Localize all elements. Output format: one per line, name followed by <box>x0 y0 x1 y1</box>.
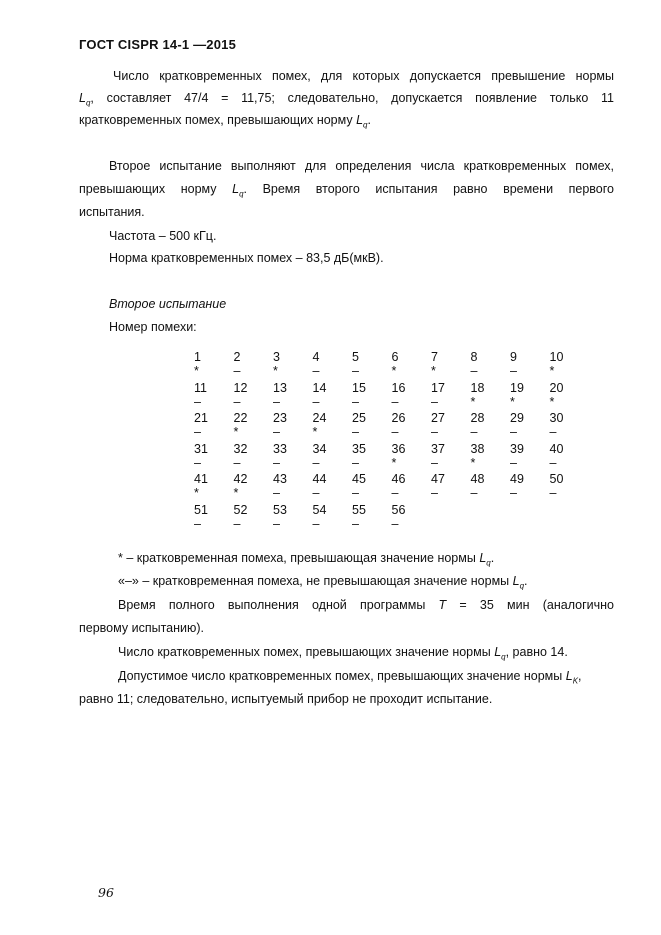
interference-number: 53 <box>273 502 287 517</box>
interference-mark: * <box>549 364 555 378</box>
allowed-line1: Допустимое число кратковременных помех, превышающих значение нормы $L_K$, <box>118 669 582 686</box>
interference-mark: – <box>510 425 517 439</box>
interference-mark: – <box>273 425 280 439</box>
frequency-line: Частота – 500 кГц. <box>109 229 217 243</box>
legend-dash: «–» – кратковременная помеха, не превышающая значение нормы $L_q$. <box>118 574 528 591</box>
interference-mark: – <box>352 425 359 439</box>
para2-line3: испытания. <box>79 205 145 219</box>
interference-mark: – <box>312 516 320 531</box>
interference-cell <box>510 442 540 470</box>
interference-cell <box>313 472 343 500</box>
test-title: Второе испытание <box>109 297 227 311</box>
interference-cell <box>273 411 303 439</box>
interference-mark: – <box>233 364 241 378</box>
interference-mark: – <box>352 364 359 378</box>
para2-line1: Второе испытание выполняют для определения числа кратковременных помех, <box>109 159 614 173</box>
interference-number: 36 <box>391 441 406 456</box>
interference-cell <box>392 503 422 531</box>
interference-mark: – <box>431 455 438 470</box>
interference-cell <box>352 381 382 409</box>
interference-cell <box>194 411 224 439</box>
interference-number: 2 <box>233 350 241 364</box>
interference-number: 13 <box>273 380 287 395</box>
interference-cell <box>550 442 580 470</box>
interference-number: 52 <box>233 502 248 517</box>
allowed-line2: равно 11; следовательно, испытуемый прибор не проходит испытание. <box>79 692 493 706</box>
interference-mark: – <box>233 455 241 470</box>
interference-cell <box>273 472 303 500</box>
interference-cell <box>234 350 264 378</box>
interference-cell <box>392 411 422 439</box>
interference-mark: – <box>312 486 320 500</box>
para1-line3: кратковременных помех, превышающих норму $L_q$. <box>79 113 371 130</box>
interference-number: 46 <box>391 472 406 486</box>
interference-number: 35 <box>352 441 366 456</box>
interference-number: 41 <box>194 472 208 486</box>
interference-number: 30 <box>549 411 564 425</box>
interference-mark: * <box>549 394 555 409</box>
legend-star: * – кратковременная помеха, превышающая значение нормы $L_q$. <box>118 551 495 568</box>
interference-cell <box>194 472 224 500</box>
interference-number: 42 <box>233 472 248 486</box>
interference-cell <box>392 381 422 409</box>
interference-cell <box>471 442 501 470</box>
interference-mark: * <box>391 364 397 378</box>
interference-cell <box>194 350 224 378</box>
interference-cell <box>313 503 343 531</box>
interference-label: Номер помехи: <box>109 320 197 334</box>
interference-cell <box>471 411 501 439</box>
interference-cell <box>392 442 422 470</box>
interference-cell <box>510 472 540 500</box>
interference-number: 33 <box>273 441 287 456</box>
interference-mark: – <box>510 455 517 470</box>
interference-number: 56 <box>391 502 406 517</box>
interference-cell <box>313 381 343 409</box>
interference-cell <box>194 442 224 470</box>
interference-mark: – <box>470 486 478 500</box>
interference-cell <box>431 442 461 470</box>
interference-number: 27 <box>431 411 445 425</box>
interference-number: 8 <box>470 350 478 364</box>
interference-mark: – <box>273 394 280 409</box>
interference-mark: – <box>391 394 399 409</box>
interference-cell <box>352 442 382 470</box>
interference-mark: – <box>194 455 201 470</box>
interference-number: 24 <box>312 411 327 425</box>
interference-mark: – <box>233 516 241 531</box>
interference-number: 20 <box>549 380 564 395</box>
interference-number: 54 <box>312 502 327 517</box>
interference-cell <box>273 442 303 470</box>
interference-cell <box>313 411 343 439</box>
para2-line2: превышающих норму $L_q$. Время второго испытания равно времени первого <box>79 182 614 199</box>
interference-number: 17 <box>431 380 445 395</box>
interference-cell <box>510 411 540 439</box>
interference-number: 4 <box>312 350 320 364</box>
interference-mark: – <box>194 394 201 409</box>
interference-mark: * <box>510 394 515 409</box>
time-line1: Время полного выполнения одной программы T = 35 мин (аналогично <box>118 598 614 612</box>
interference-number: 40 <box>549 441 564 456</box>
interference-number: 21 <box>194 411 208 425</box>
interference-cell <box>510 381 540 409</box>
interference-cell <box>273 381 303 409</box>
interference-cell <box>471 472 501 500</box>
interference-number: 1 <box>194 350 201 364</box>
para1-line1: Число кратковременных помех, для которых допускается превышение нормы <box>113 69 614 83</box>
interference-mark: * <box>233 486 239 500</box>
interference-mark: * <box>470 394 476 409</box>
interference-number: 43 <box>273 472 287 486</box>
interference-cell <box>550 381 580 409</box>
interference-number: 49 <box>510 472 524 486</box>
interference-mark: – <box>194 425 201 439</box>
time-line2: первому испытанию). <box>79 621 204 635</box>
interference-number: 31 <box>194 441 208 456</box>
interference-number: 7 <box>431 350 438 364</box>
document-header: ГОСТ CISPR 14-1 —2015 <box>79 37 237 52</box>
interference-cell <box>313 350 343 378</box>
interference-number: 48 <box>470 472 485 486</box>
interference-mark: – <box>549 455 557 470</box>
count-line: Число кратковременных помех, превышающих значение нормы $L_q$, равно 14. <box>118 645 568 662</box>
interference-cell <box>234 411 264 439</box>
interference-mark: – <box>352 516 359 531</box>
interference-number: 32 <box>233 441 248 456</box>
interference-number: 51 <box>194 502 208 517</box>
interference-cell <box>234 503 264 531</box>
interference-cell <box>431 411 461 439</box>
interference-mark: – <box>273 516 280 531</box>
interference-number: 9 <box>510 350 517 364</box>
interference-mark: – <box>391 425 399 439</box>
interference-mark: – <box>273 486 280 500</box>
interference-mark: – <box>391 486 399 500</box>
interference-mark: * <box>273 364 278 378</box>
page-number: 96 <box>98 885 114 900</box>
interference-number: 11 <box>194 380 207 395</box>
interference-cell <box>352 472 382 500</box>
interference-number: 15 <box>352 380 366 395</box>
interference-cell <box>194 381 224 409</box>
interference-number: 34 <box>312 441 327 456</box>
interference-cell <box>471 381 501 409</box>
interference-cell <box>313 442 343 470</box>
interference-number: 23 <box>273 411 287 425</box>
interference-mark: – <box>312 394 320 409</box>
interference-mark: * <box>233 425 239 439</box>
interference-mark: * <box>194 364 199 378</box>
interference-cell <box>550 350 580 378</box>
interference-mark: * <box>391 455 397 470</box>
interference-cell <box>194 503 224 531</box>
interference-cell <box>392 472 422 500</box>
interference-cell <box>392 350 422 378</box>
interference-cell <box>510 350 540 378</box>
interference-mark: – <box>194 516 201 531</box>
interference-cell <box>431 472 461 500</box>
interference-number: 28 <box>470 411 485 425</box>
interference-number: 37 <box>431 441 445 456</box>
interference-mark: – <box>312 364 320 378</box>
interference-number: 18 <box>470 380 485 395</box>
interference-number: 3 <box>273 350 280 364</box>
interference-mark: – <box>510 486 517 500</box>
interference-mark: – <box>352 486 359 500</box>
interference-cell <box>431 381 461 409</box>
interference-cell <box>352 503 382 531</box>
interference-cell <box>431 350 461 378</box>
interference-number: 44 <box>312 472 327 486</box>
interference-cell <box>234 442 264 470</box>
interference-number: 50 <box>549 472 564 486</box>
interference-mark: – <box>391 516 399 531</box>
interference-number: 29 <box>510 411 524 425</box>
interference-number: 55 <box>352 502 366 517</box>
interference-mark: – <box>470 364 478 378</box>
interference-cell <box>352 411 382 439</box>
interference-mark: – <box>233 394 241 409</box>
interference-cell <box>273 350 303 378</box>
interference-mark: – <box>470 425 478 439</box>
interference-number: 5 <box>352 350 359 364</box>
interference-number: 14 <box>312 380 327 395</box>
interference-cell <box>234 472 264 500</box>
interference-mark: * <box>431 364 436 378</box>
interference-mark: – <box>549 425 557 439</box>
interference-number: 39 <box>510 441 524 456</box>
interference-number: 16 <box>391 380 406 395</box>
interference-mark: – <box>549 486 557 500</box>
interference-number: 47 <box>431 472 445 486</box>
interference-mark: * <box>470 455 476 470</box>
interference-mark: * <box>194 486 199 500</box>
interference-cell <box>550 411 580 439</box>
interference-mark: – <box>312 455 320 470</box>
interference-cell <box>234 381 264 409</box>
interference-number: 22 <box>233 411 248 425</box>
interference-mark: – <box>352 455 359 470</box>
norm-line: Норма кратковременных помех – 83,5 дБ(мкВ). <box>109 251 384 265</box>
interference-mark: – <box>431 486 438 500</box>
interference-number: 12 <box>233 380 248 395</box>
interference-cell <box>471 350 501 378</box>
interference-number: 10 <box>549 350 564 364</box>
interference-cell <box>550 472 580 500</box>
interference-number: 19 <box>510 380 524 395</box>
interference-mark: * <box>312 425 318 439</box>
interference-number: 6 <box>391 350 399 364</box>
interference-mark: – <box>273 455 280 470</box>
interference-mark: – <box>431 425 438 439</box>
interference-number: 26 <box>391 411 406 425</box>
interference-mark: – <box>352 394 359 409</box>
interference-cell <box>352 350 382 378</box>
interference-mark: – <box>510 364 517 378</box>
interference-mark: – <box>431 394 438 409</box>
para1-line2: $L_q$, составляет 47/4 = 11,75; следовательно, допускается появление только 11 <box>79 91 614 108</box>
interference-number: 38 <box>470 441 485 456</box>
interference-number: 25 <box>352 411 366 425</box>
interference-cell <box>273 503 303 531</box>
interference-number: 45 <box>352 472 366 486</box>
